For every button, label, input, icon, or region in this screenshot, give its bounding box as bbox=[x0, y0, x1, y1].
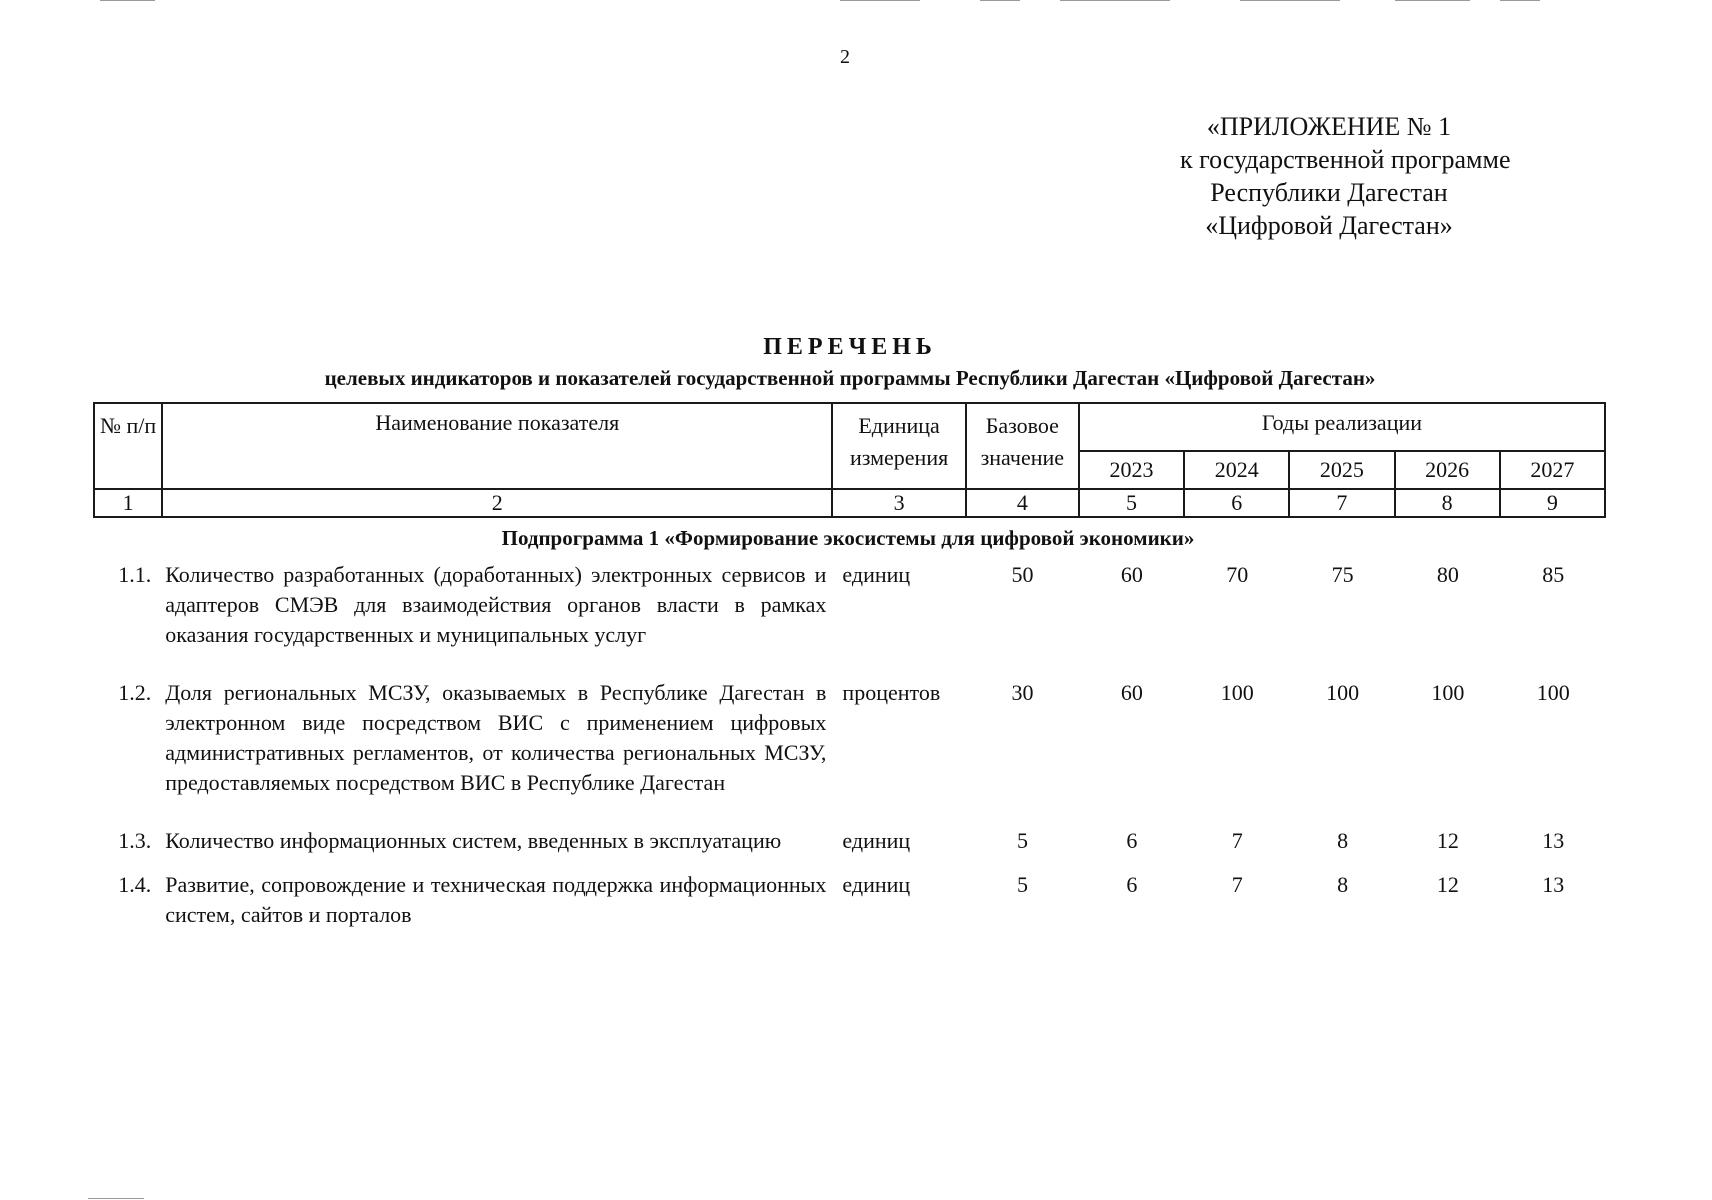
page-number: 2 bbox=[840, 46, 850, 68]
header-year: 2023 bbox=[1079, 451, 1184, 489]
row-base: 5 bbox=[1017, 872, 1029, 897]
indicator-table-body bbox=[93, 560, 1606, 930]
row-value: 80 bbox=[1436, 562, 1459, 587]
table-row bbox=[93, 560, 1606, 678]
row-value: 70 bbox=[1226, 562, 1249, 587]
appendix-line: «Цифровой Дагестан» bbox=[1205, 211, 1453, 240]
row-unit: единиц bbox=[842, 828, 911, 853]
column-number: 4 bbox=[966, 489, 1079, 517]
header-unit-cell bbox=[832, 403, 965, 489]
row-value: 7 bbox=[1231, 872, 1243, 897]
row-value: 75 bbox=[1331, 562, 1354, 587]
row-name: Доля региональных МСЗУ, оказываемых в Республике Дагестан в электронном виде посредством ВИС с применением цифровых административных регламентов, от количества региональных МСЗУ, предоставляемых посредством ВИС в Республике Дагестан bbox=[165, 680, 827, 795]
scan-edge-line bbox=[100, 0, 155, 1]
appendix-line: Республики Дагестан bbox=[1210, 178, 1448, 207]
column-number: 7 bbox=[1289, 489, 1394, 517]
row-unit: единиц bbox=[842, 872, 911, 897]
row-base: 30 bbox=[1011, 680, 1034, 705]
row-value: 100 bbox=[1220, 680, 1254, 705]
header-years-cell bbox=[1079, 403, 1605, 451]
row-value: 7 bbox=[1231, 828, 1243, 853]
header-num: № п/п bbox=[99, 413, 157, 438]
row-num: 1.4. bbox=[118, 872, 152, 897]
header-year: 2024 bbox=[1184, 451, 1289, 489]
row-value: 85 bbox=[1542, 562, 1565, 587]
header-year: 2025 bbox=[1289, 451, 1394, 489]
row-value: 60 bbox=[1120, 562, 1143, 587]
header-year: 2026 bbox=[1395, 451, 1500, 489]
table-row bbox=[93, 826, 1606, 870]
appendix-line: к государственной программе bbox=[1180, 145, 1511, 174]
column-number: 6 bbox=[1184, 489, 1289, 517]
document-subtitle: целевых индикаторов и показателей государственной программы Республики Дагестан «Цифровой Дагестан» bbox=[324, 366, 1376, 390]
row-unit: единиц bbox=[842, 562, 911, 587]
table-row bbox=[93, 678, 1606, 826]
column-number: 3 bbox=[832, 489, 965, 517]
row-num: 1.2. bbox=[118, 680, 152, 705]
appendix-block bbox=[1180, 110, 1511, 242]
row-num: 1.3. bbox=[118, 828, 152, 853]
column-number: 2 bbox=[162, 489, 832, 517]
column-number: 1 bbox=[94, 489, 162, 517]
row-base: 5 bbox=[1017, 828, 1029, 853]
row-value: 6 bbox=[1126, 828, 1138, 853]
header-name-cell bbox=[162, 403, 832, 489]
row-value: 8 bbox=[1337, 828, 1349, 853]
row-base: 50 bbox=[1011, 562, 1034, 587]
indicator-table-header bbox=[93, 402, 1606, 518]
row-name: Количество информационных систем, введенных в эксплуатацию bbox=[165, 828, 782, 853]
scan-edge-line bbox=[1060, 0, 1170, 1]
scan-edge-line bbox=[88, 1198, 144, 1199]
column-number: 9 bbox=[1500, 489, 1605, 517]
row-value: 6 bbox=[1126, 872, 1138, 897]
scan-edge-line bbox=[980, 0, 1020, 1]
header-name: Наименование показателя bbox=[375, 410, 620, 435]
row-value: 100 bbox=[1536, 680, 1570, 705]
row-value: 12 bbox=[1436, 872, 1459, 897]
header-unit: Единица измерения bbox=[849, 413, 949, 470]
row-value: 13 bbox=[1542, 828, 1565, 853]
appendix-line: «ПРИЛОЖЕНИЕ № 1 bbox=[1206, 112, 1452, 141]
column-number: 8 bbox=[1395, 489, 1500, 517]
header-num-cell bbox=[94, 403, 162, 489]
header-base: Базовое значение bbox=[980, 413, 1065, 470]
row-name: Количество разработанных (доработанных) электронных сервисов и адаптеров СМЭВ для взаимодействия органов власти в рамках оказания государственных и муниципальных услуг bbox=[165, 562, 827, 647]
row-value: 8 bbox=[1337, 872, 1349, 897]
document-title: ПЕРЕЧЕНЬ bbox=[763, 334, 937, 360]
header-base-cell bbox=[966, 403, 1079, 489]
header-years-label: Годы реализации bbox=[1261, 410, 1423, 435]
scan-edge-line bbox=[1395, 0, 1470, 1]
scan-edge-line bbox=[840, 0, 920, 1]
row-value: 100 bbox=[1431, 680, 1465, 705]
row-value: 12 bbox=[1436, 828, 1459, 853]
header-year: 2027 bbox=[1500, 451, 1605, 489]
subprogram-title: Подпрограмма 1 «Формирование экосистемы для цифровой экономики» bbox=[501, 526, 1195, 550]
row-num: 1.1. bbox=[118, 562, 152, 587]
row-unit: процентов bbox=[842, 680, 941, 705]
row-value: 60 bbox=[1120, 680, 1143, 705]
row-value: 100 bbox=[1326, 680, 1360, 705]
scan-edge-line bbox=[1500, 0, 1540, 1]
scan-edge-line bbox=[1240, 0, 1340, 1]
row-value: 13 bbox=[1542, 872, 1565, 897]
table-row bbox=[93, 870, 1606, 930]
row-name: Развитие, сопровождение и техническая поддержка информационных систем, сайтов и порталов bbox=[165, 872, 827, 927]
column-number: 5 bbox=[1079, 489, 1184, 517]
